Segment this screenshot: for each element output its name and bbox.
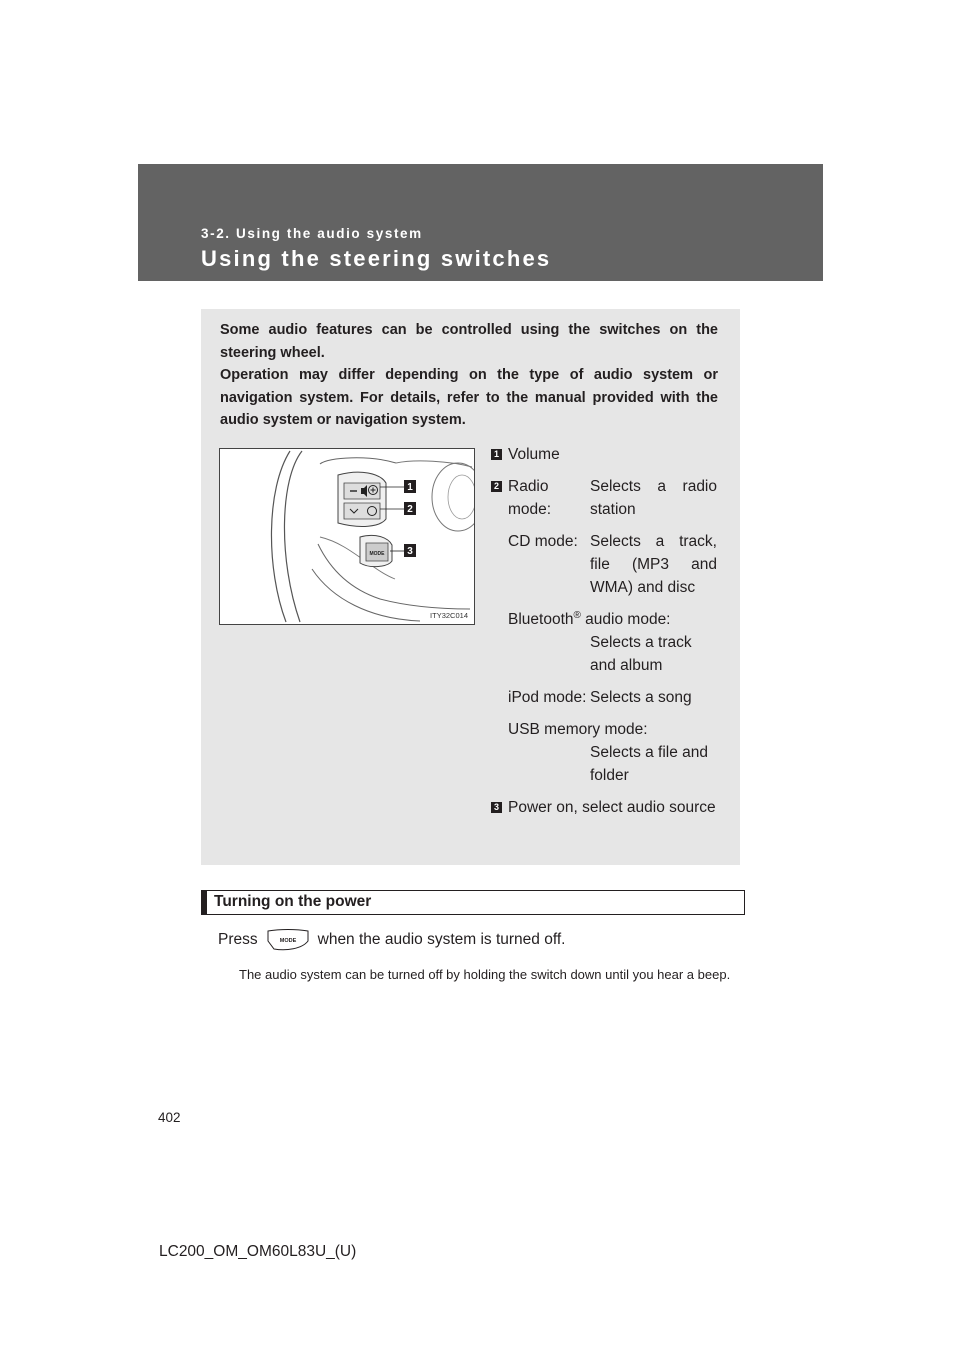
press-instruction: [218, 929, 565, 951]
steering-switch-illustration: [219, 448, 475, 625]
ipod-mode-value: Selects a song: [590, 689, 692, 706]
mode-button-label: MODE: [369, 551, 385, 557]
section-label: 3-2. Using the audio system: [201, 226, 423, 241]
intro-line-2: Operation may differ depending on the type of audio system or navigation system. For details, refer to the manual provided with the audio system or navigation system.: [220, 367, 718, 428]
intro-text: [220, 319, 718, 432]
callout-3: 3: [407, 546, 413, 557]
press-word: Press: [218, 931, 258, 948]
legend-power-label: Power on, select audio source: [508, 799, 716, 816]
steering-wheel-drawing: [220, 449, 474, 624]
cd-mode-row: [508, 530, 717, 599]
section-heading-text: Turning on the power: [214, 893, 372, 910]
ipod-mode-row: [508, 686, 717, 709]
page-number: 402: [158, 1110, 181, 1125]
switch-legend: [491, 443, 717, 819]
callout-1: 1: [407, 482, 413, 493]
intro-line-1: Some audio features can be controlled using the switches on the steering wheel.: [220, 322, 718, 361]
legend-volume-label: Volume: [508, 446, 560, 463]
mode-icon-label: MODE: [279, 938, 296, 944]
legend-item-power: [491, 796, 717, 819]
chapter-header: [138, 164, 823, 281]
usb-mode-key: USB memory mode:: [508, 721, 648, 738]
legend-item-track: [491, 475, 717, 787]
cd-mode-key: CD mode:: [508, 533, 578, 550]
callout-2: 2: [407, 504, 413, 515]
bluetooth-mode-value: Selects a track and album: [590, 634, 692, 674]
ipod-mode-key: iPod mode:: [508, 689, 587, 706]
footer-code: LC200_OM_OM60L83U_(U): [159, 1243, 357, 1260]
radio-mode-value: Selects a radio station: [590, 478, 717, 518]
info-box: [201, 309, 740, 865]
marker-1: 1: [491, 449, 502, 460]
radio-mode-row: [508, 475, 717, 521]
bluetooth-mode-key: Bluetooth® audio mode:: [508, 609, 671, 628]
press-rest: when the audio system is turned off.: [317, 931, 566, 948]
mode-button-icon: [266, 929, 310, 951]
marker-2: 2: [491, 481, 502, 492]
figure-code: ITY32C014: [430, 611, 468, 620]
section-heading: [201, 890, 745, 915]
note-text: The audio system can be turned off by holding the switch down until you hear a beep.: [239, 967, 731, 982]
usb-mode-value: Selects a file and folder: [590, 744, 709, 784]
page-title: Using the steering switches: [201, 246, 552, 271]
legend-item-volume: [491, 443, 717, 466]
radio-mode-key: Radio mode:: [508, 478, 552, 518]
marker-3: 3: [491, 802, 502, 813]
cd-mode-value: Selects a track, file (MP3 and WMA) and disc: [590, 533, 717, 596]
